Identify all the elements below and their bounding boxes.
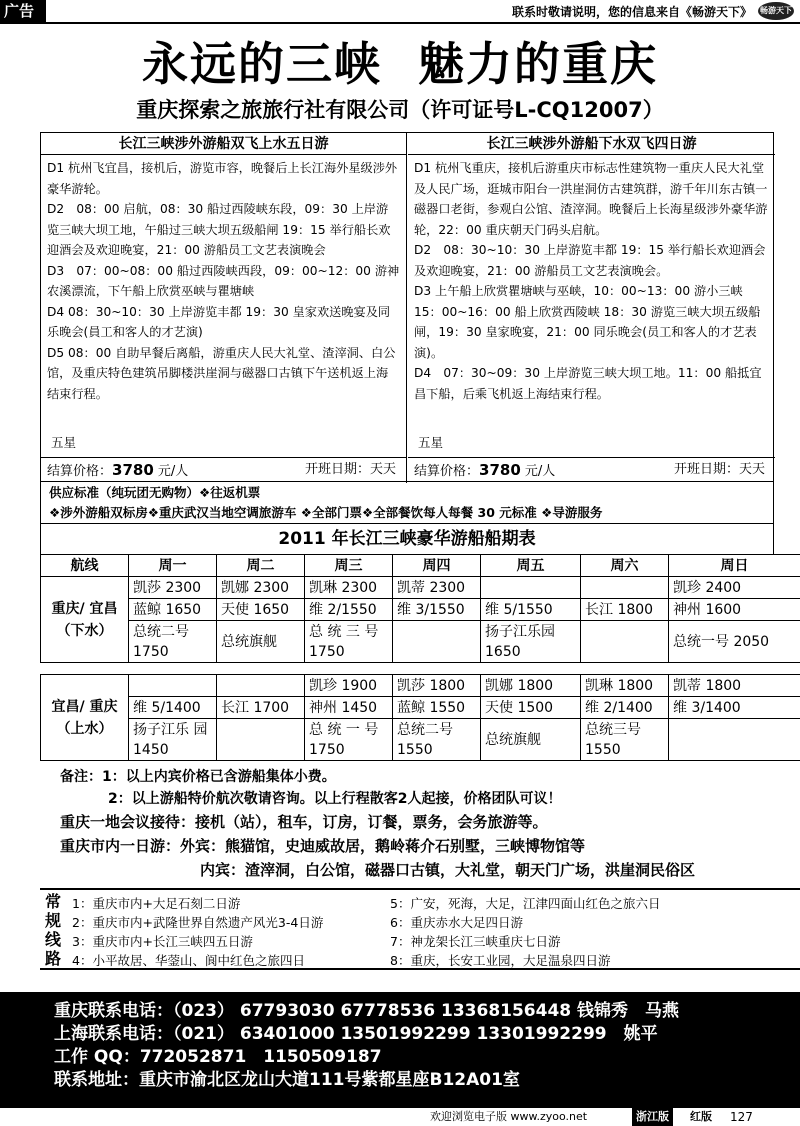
services (60, 810, 695, 882)
downstream-label: 重庆/ 宜昌 （下水） (41, 577, 129, 663)
left-open-date: 开班日期：天天 (304, 462, 396, 477)
footer-site: 欢迎浏览电子版 www.zyoo.net (430, 1110, 588, 1123)
table-cell: 总统旗舰 (217, 621, 305, 663)
page-number: 127 (730, 1110, 753, 1124)
table-cell: 凯蒂 1800 (669, 675, 800, 697)
table-cell: 总统二号 1550 (393, 719, 481, 761)
table-cell: 维 2/1550 (305, 599, 393, 621)
route-item: 3：重庆市内+长江三峡四五日游 (72, 934, 253, 949)
header-wed: 周三 (305, 555, 393, 577)
notes (60, 766, 561, 810)
table-cell: 维 5/1550 (481, 599, 581, 621)
footer-edition-badge: 浙江版 (632, 1108, 673, 1126)
left-day-5: D5 08：00 自助早餐后离船，游重庆人民大礼堂、渣滓洞、白公馆，及重庆特色建筑吊脚楼洪崖洞与磁器口古镇下午送机返上海结束行程。 (47, 345, 396, 401)
footer-red-edition: 红版 (690, 1110, 712, 1123)
contact-panel (0, 992, 800, 1108)
table-cell (129, 675, 217, 697)
left-day-4: D4 08：30~10：30 上岸游览丰都 19：30 皇家欢送晚宴及同乐晚会(員工和客人的才艺演) (47, 304, 391, 339)
table-row (41, 719, 800, 761)
company-subtitle: 重庆探索之旅旅行社有限公司（许可证号L-CQ12007） (136, 98, 664, 122)
left-price-row (41, 457, 406, 481)
table-cell: 神州 1450 (305, 697, 393, 719)
route-item: 5：广安，死海，大足，江津四面山红色之旅六日 (390, 896, 661, 911)
right-price-row (408, 457, 775, 481)
right-day-2: D2 08：30~10：30 上岸游览丰都 19：15 举行船长欢迎酒会及欢迎晚宴，21：00 游船员工文艺表演晚会。 (414, 243, 766, 278)
main-title: 永远的三峡 魅力的重庆 (141, 37, 659, 91)
top-note: 联系时敬请说明，您的信息来自《畅游天下》 (511, 5, 752, 19)
table-cell (393, 621, 481, 663)
top-bar (0, 0, 800, 24)
right-star-rating: 五星 (418, 435, 444, 450)
right-itinerary-title: 长江三峡涉外游船下水双飞四日游 (408, 133, 775, 155)
left-price-label: 结算价格： (47, 464, 113, 479)
table-cell: 长江 1700 (217, 697, 305, 719)
routes-left (72, 894, 323, 970)
table-cell: 扬子江乐 园 1450 (129, 719, 217, 761)
left-day-1: D1 杭州飞宜昌，接机后，游览市容，晚餐后上长江海外星级涉外豪华游轮。 (47, 161, 398, 196)
header-tue: 周二 (217, 555, 305, 577)
table-cell: 天使 1500 (481, 697, 581, 719)
service-daytour-domestic: 内宾：渣滓洞，白公馆，磁器口古镇，大礼堂，朝天门广场，洪崖洞民俗区 (200, 861, 696, 879)
left-price: 3780 (112, 461, 154, 479)
table-cell: 维 3/1550 (393, 599, 481, 621)
right-day-3: D3 上午船上欣赏瞿塘峡与巫峡，10：00~13：00 游小三峡 15：00~16：00 船上欣赏西陵峡 18：30 游览三峡大坝五级船闸，19：30 皇家晚宴，21：00 同乐晚会(员工和客人的才艺表演)。 (414, 284, 761, 360)
left-star-rating: 五星 (51, 435, 77, 450)
header-fri: 周五 (481, 555, 581, 577)
downstream-schedule-table (40, 554, 800, 663)
right-day-4: D4 07：30~09：30 上岸游览三峡大坝工地。11：00 船抵宜昌下船，后乘飞机返上海结束行程。 (414, 366, 762, 401)
table-cell: 凯蒂 2300 (393, 577, 481, 599)
table-cell: 天使 1650 (217, 599, 305, 621)
schedule-header-row (41, 555, 800, 577)
table-cell: 蓝鲸 1550 (393, 697, 481, 719)
table-cell: 总 统 一 号 1750 (305, 719, 393, 761)
service-meeting: 重庆一地会议接待：接机（站），租车，订房，订餐，票务，会务旅游等。 (60, 813, 548, 831)
ad-tag: 广告 (0, 0, 46, 22)
contact-chongqing: 重庆联系电话：（023） 67793030 67778536 13368156448 钱锦秀 马燕 (54, 1001, 680, 1021)
header-mon: 周一 (129, 555, 217, 577)
right-itinerary (408, 133, 775, 483)
route-item: 2：重庆市内+武隆世界自然遗产风光3-4日游 (72, 915, 324, 930)
route-item: 4：小平故居、华蓥山、阆中红色之旅四日 (72, 953, 305, 968)
table-row (41, 599, 800, 621)
table-cell (581, 621, 669, 663)
supply-standard (40, 482, 774, 524)
left-price-unit: 元/人 (157, 464, 189, 479)
table-cell: 长江 1800 (581, 599, 669, 621)
table-cell: 总统一号 2050 (669, 621, 800, 663)
header-route: 航线 (41, 555, 129, 577)
note-2: 2：以上游船特价航次敬请咨询。以上行程散客2人起接，价格团队可议！ (108, 791, 562, 807)
table-cell: 总统旗舰 (481, 719, 581, 761)
table-cell (481, 577, 581, 599)
table-cell: 维 5/1400 (129, 697, 217, 719)
table-cell: 神州 1600 (669, 599, 800, 621)
table-cell: 凯珍 2400 (669, 577, 800, 599)
table-cell (217, 675, 305, 697)
table-cell: 凯娜 1800 (481, 675, 581, 697)
route-item: 7：神龙架长江三峡重庆七日游 (390, 934, 561, 949)
table-cell (581, 577, 669, 599)
table-cell: 凯莎 2300 (129, 577, 217, 599)
table-cell: 蓝鲸 1650 (129, 599, 217, 621)
table-cell (669, 719, 800, 761)
table-cell: 凯琳 1800 (581, 675, 669, 697)
left-itinerary (41, 133, 407, 483)
left-day-3: D3 07：00~08：00 船过西陵峡西段，09：00~12：00 游神农溪漂流，下午船上欣赏巫峡与瞿塘峡 (47, 263, 400, 298)
upstream-label: 宜昌/ 重庆 （上水） (41, 675, 129, 761)
contact-address: 联系地址：重庆市渝北区龙山大道111号紫都星座B12A01室 (54, 1070, 520, 1090)
contact-qq: 工作 QQ：772052871 1150509187 (54, 1047, 382, 1067)
left-itinerary-title: 长江三峡涉外游船双飞上水五日游 (41, 133, 406, 155)
table-cell: 凯娜 2300 (217, 577, 305, 599)
table-row (41, 577, 800, 599)
upstream-schedule-table (40, 674, 800, 761)
contact-shanghai: 上海联系电话：（021） 63401000 13501992299 13301992299 姚平 (54, 1024, 658, 1044)
table-cell: 扬子江乐园 1650 (481, 621, 581, 663)
regular-routes (40, 888, 800, 970)
service-daytour-foreign: 重庆市内一日游：外宾：熊猫馆，史迪威故居，鹅岭蒋介石别墅，三峡博物馆等 (60, 837, 586, 855)
table-row (41, 697, 800, 719)
right-day-1: D1 杭州飞重庆，接机后游重庆市标志性建筑物一重庆人民大礼堂及人民广场，逛城市阳台一洪崖洞仿古建筑群，游千年川东古镇一磁器口老街，参观白公馆、渣滓洞。晚餐后上长海星级涉外豪华游轮，22：00 重庆朝天门码头启航。 (414, 161, 768, 237)
table-cell: 凯琳 2300 (305, 577, 393, 599)
left-day-2: D2 08：00 启航，08：30 船过西陵峡东段，09：30 上岸游览三峡大坝工地，午船过三峡大坝五级船闸 19：15 举行船长欢迎酒会及欢迎晚宴，21：00 游船员工文艺表演晚会 (47, 202, 391, 257)
table-cell: 总统二号 1750 (129, 621, 217, 663)
table-row (41, 675, 800, 697)
itinerary-grid (40, 132, 774, 482)
table-cell: 维 2/1400 (581, 697, 669, 719)
route-item: 6：重庆赤水大足四日游 (390, 915, 523, 930)
table-cell: 凯珍 1900 (305, 675, 393, 697)
table-cell: 总统三号 1550 (581, 719, 669, 761)
right-price-unit: 元/人 (524, 464, 556, 479)
header-thu: 周四 (393, 555, 481, 577)
right-price: 3780 (479, 461, 521, 479)
brand-logo: 畅游天下 (758, 2, 794, 20)
right-price-label: 结算价格： (414, 464, 480, 479)
table-cell: 总 统 三 号 1750 (305, 621, 393, 663)
table-cell: 维 3/1400 (669, 697, 800, 719)
note-1: 备注：1：以上内宾价格已含游船集体小费。 (60, 769, 336, 785)
table-row (41, 621, 800, 663)
routes-right (390, 894, 660, 970)
routes-tag: 常规线路 (44, 892, 61, 968)
supply-line-2: ❖涉外游船双标房❖重庆武汉当地空调旅游车 ❖全部门票❖全部餐饮每人每餐 30 元标准 ❖导游服务 (49, 505, 603, 520)
supply-line-1: 供应标准（纯玩团无购物）❖往返机票 (49, 485, 261, 500)
route-item: 1：重庆市内+大足石刻二日游 (72, 896, 241, 911)
right-open-date: 开班日期：天天 (673, 462, 765, 477)
footer (0, 1108, 800, 1126)
table-cell (217, 719, 305, 761)
header-sat: 周六 (581, 555, 669, 577)
table-cell: 凯莎 1800 (393, 675, 481, 697)
route-item: 8：重庆，长安工业园，大足温泉四日游 (390, 953, 611, 968)
schedule-title: 2011 年长江三峡豪华游船船期表 (40, 524, 774, 554)
header-sun: 周日 (669, 555, 800, 577)
